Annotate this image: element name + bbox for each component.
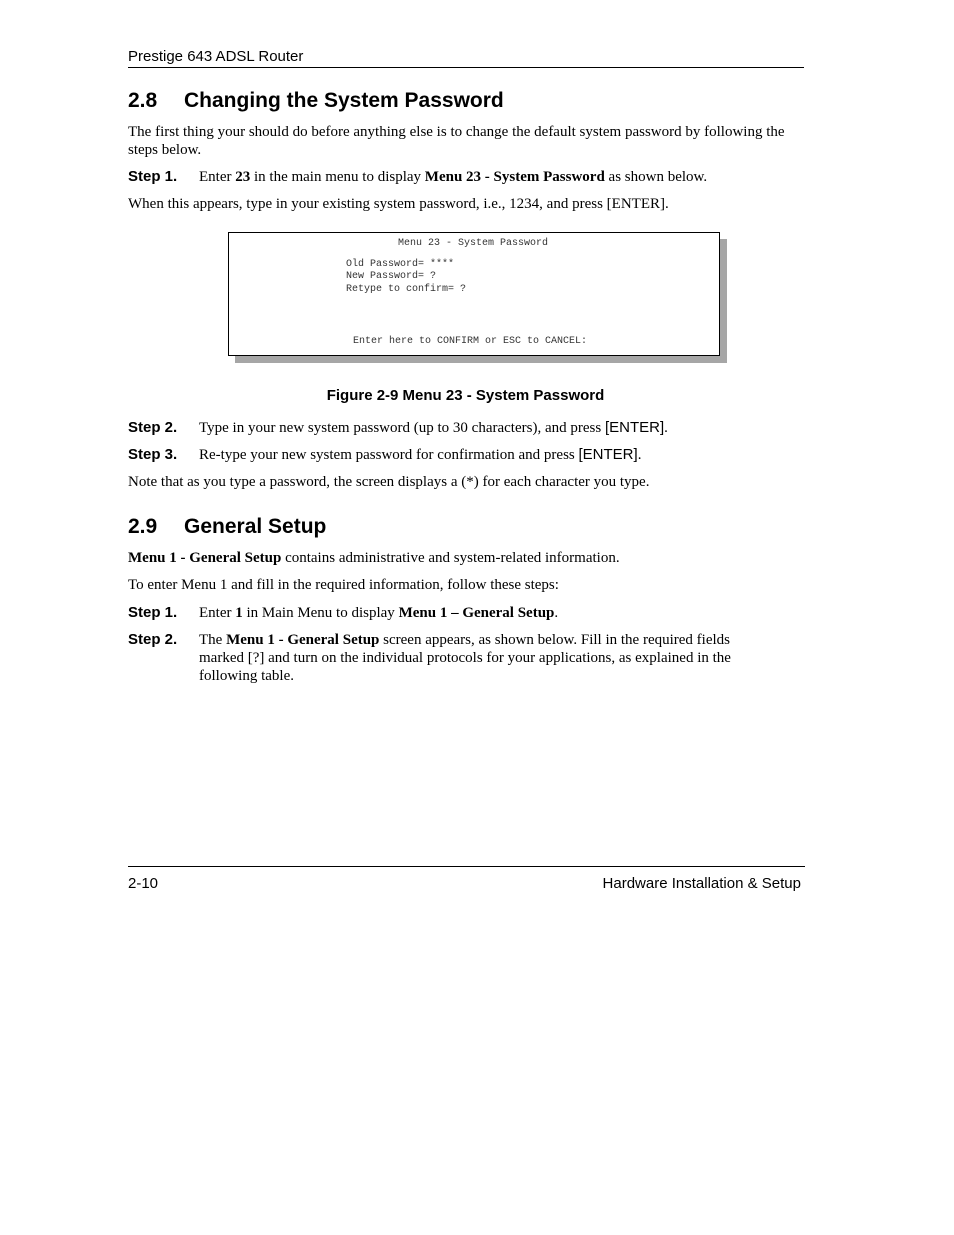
section-heading-2-8 [128,89,504,113]
section-title: General Setup [184,515,327,538]
step-text: Enter [199,605,236,621]
section-number: 2.8 [128,89,158,112]
section-title: Changing the System Password [184,89,504,112]
step-2-new-password [128,419,798,437]
key-enter: [ENTER] [578,446,638,463]
step-1-enter-23 [128,168,798,186]
footer-rule [128,866,805,867]
step-text: . [637,447,642,463]
step-text: . [554,605,559,621]
menu-name-bold: Menu 1 - General Setup [128,550,282,566]
step-text: Type in your new system password (up to 30 characters), and press [199,420,605,436]
step-text: in the main menu to display [250,169,425,185]
step-label: Step 3. [128,446,178,463]
step-text-bold: Menu 1 - General Setup [226,632,380,648]
page-number: 2-10 [128,875,159,892]
step-text: . [664,420,668,436]
terminal-new-password: New Password= ? [346,271,437,282]
step-3-retype-password [128,446,798,464]
chapter-title: Hardware Installation & Setup [602,875,801,892]
step-text: The [199,632,227,648]
paragraph-text: contains administrative and system-related information. [281,550,620,566]
step-label: Step 1. [128,604,178,621]
step-text-bold: Menu 23 - System Password [424,169,605,185]
intro-paragraph: The first thing your should do before anything else is to change the default system password by following the steps below. [128,124,785,158]
step-text: in Main Menu to display [242,605,399,621]
step-label: Step 1. [128,168,178,185]
step-label: Step 2. [128,631,178,648]
terminal-title: Menu 23 - System Password [398,238,549,249]
general-setup-paragraph [128,549,798,567]
step-text-bold: 1 [235,605,243,621]
enter-menu-paragraph: To enter Menu 1 and fill in the required information, follow these steps: [128,577,559,593]
step-1-enter-1 [128,604,798,622]
step-text-bold: 23 [235,169,251,185]
when-paragraph: When this appears, type in your existing system password, i.e., 1234, and press [ENTER]. [128,196,669,212]
note-paragraph: Note that as you type a password, the screen displays a (*) for each character you type. [128,474,650,490]
step-text-bold: Menu 1 – General Setup [398,605,555,621]
key-enter: [ENTER] [604,419,665,436]
running-header: Prestige 643 ADSL Router [128,48,304,65]
step-text: Re-type your new system password for confirmation and press [199,447,579,463]
terminal-retype-password: Retype to confirm= ? [346,284,467,295]
step-text: as shown below. [604,169,708,185]
section-heading-2-9 [128,515,326,539]
figure-caption: Figure 2-9 Menu 23 - System Password [326,387,605,404]
section-number: 2.9 [128,515,158,538]
step-text: screen appears, as shown below. Fill in the required fields marked [?] and turn on the individual protocols for your applications, as explained in the following table. [199,632,731,684]
header-rule [128,67,804,68]
terminal-old-password: Old Password= **** [346,259,455,270]
step-label: Step 2. [128,419,178,436]
step-text: Enter [199,169,236,185]
step-2-general-setup-screen [128,631,768,685]
terminal-prompt: Enter here to CONFIRM or ESC to CANCEL: [353,336,588,347]
terminal-screen [228,232,720,356]
